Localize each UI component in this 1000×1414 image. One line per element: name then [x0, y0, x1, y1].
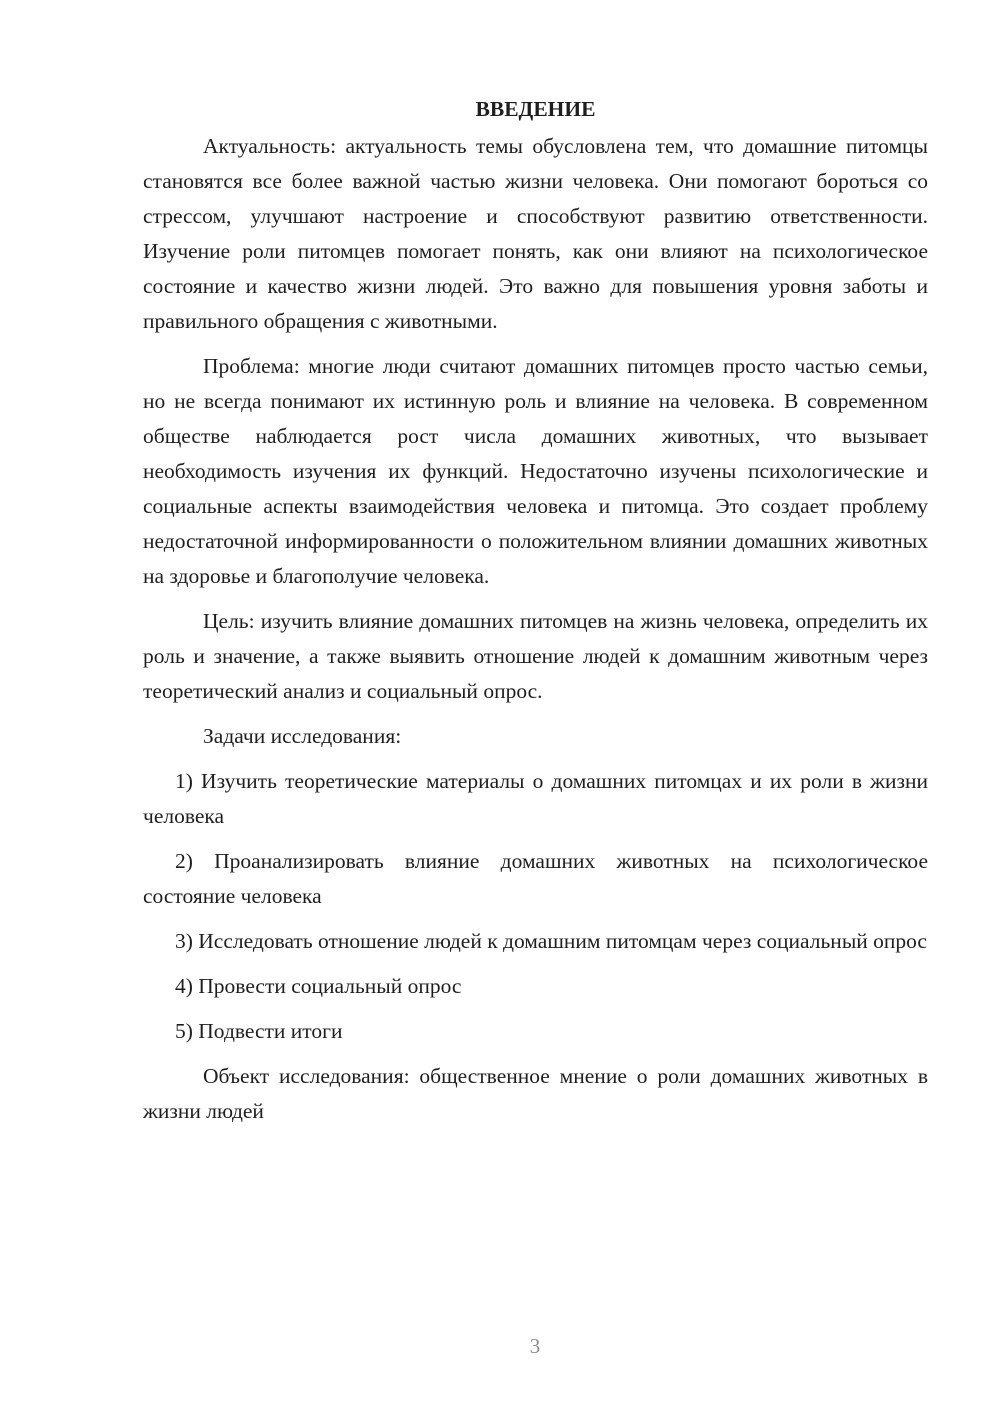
task-item: 4) Провести социальный опрос [175, 974, 462, 998]
task-item: 5) Подвести итоги [175, 1019, 343, 1043]
problem-paragraph: Проблема: многие люди считают домашних питомцев просто частью семьи, но не всегда понимают их истинную роль и влияние на человека. В современном обществе наблюдается рост числа домашних животных, что вызывает необходимость изучения их функций. Недостаточно изучены психологические и социальные аспекты взаимодействия человека и питомца. Это создает проблему недостаточной информированности о положительном влиянии домашних животных на здоровье и благополучие человека. [143, 354, 928, 588]
object-paragraph: Объект исследования: общественное мнение о роли домашних животных в жизни людей [143, 1064, 928, 1123]
task-item: 2) Проанализировать влияние домашних животных на психологическое состояние человека [143, 849, 928, 908]
section-title: ВВЕДЕНИЕ [475, 97, 596, 121]
task-item: 1) Изучить теоретические материалы о домашних питомцах и их роли в жизни человека [143, 769, 928, 828]
goal-paragraph: Цель: изучить влияние домашних питомцев на жизнь человека, определить их роль и значение, а также выявить отношение людей к домашним животным через теоретический анализ и социальный опрос. [143, 609, 928, 703]
task-item: 3) Исследовать отношение людей к домашним питомцам через социальный опрос [175, 929, 927, 953]
document-page [143, 92, 928, 1139]
tasks-heading: Задачи исследования: [203, 724, 402, 748]
relevance-paragraph: Актуальность: актуальность темы обусловлена тем, что домашние питомцы становятся все более важной частью жизни человека. Они помогают бороться со стрессом, улучшают настроение и способствуют развитию ответственности. Изучение роли питомцев помогает понять, как они влияют на психологическое состояние и качество жизни людей. Это важно для повышения уровня заботы и правильного обращения с животными. [143, 134, 928, 333]
page-number: 3 [529, 1334, 541, 1358]
